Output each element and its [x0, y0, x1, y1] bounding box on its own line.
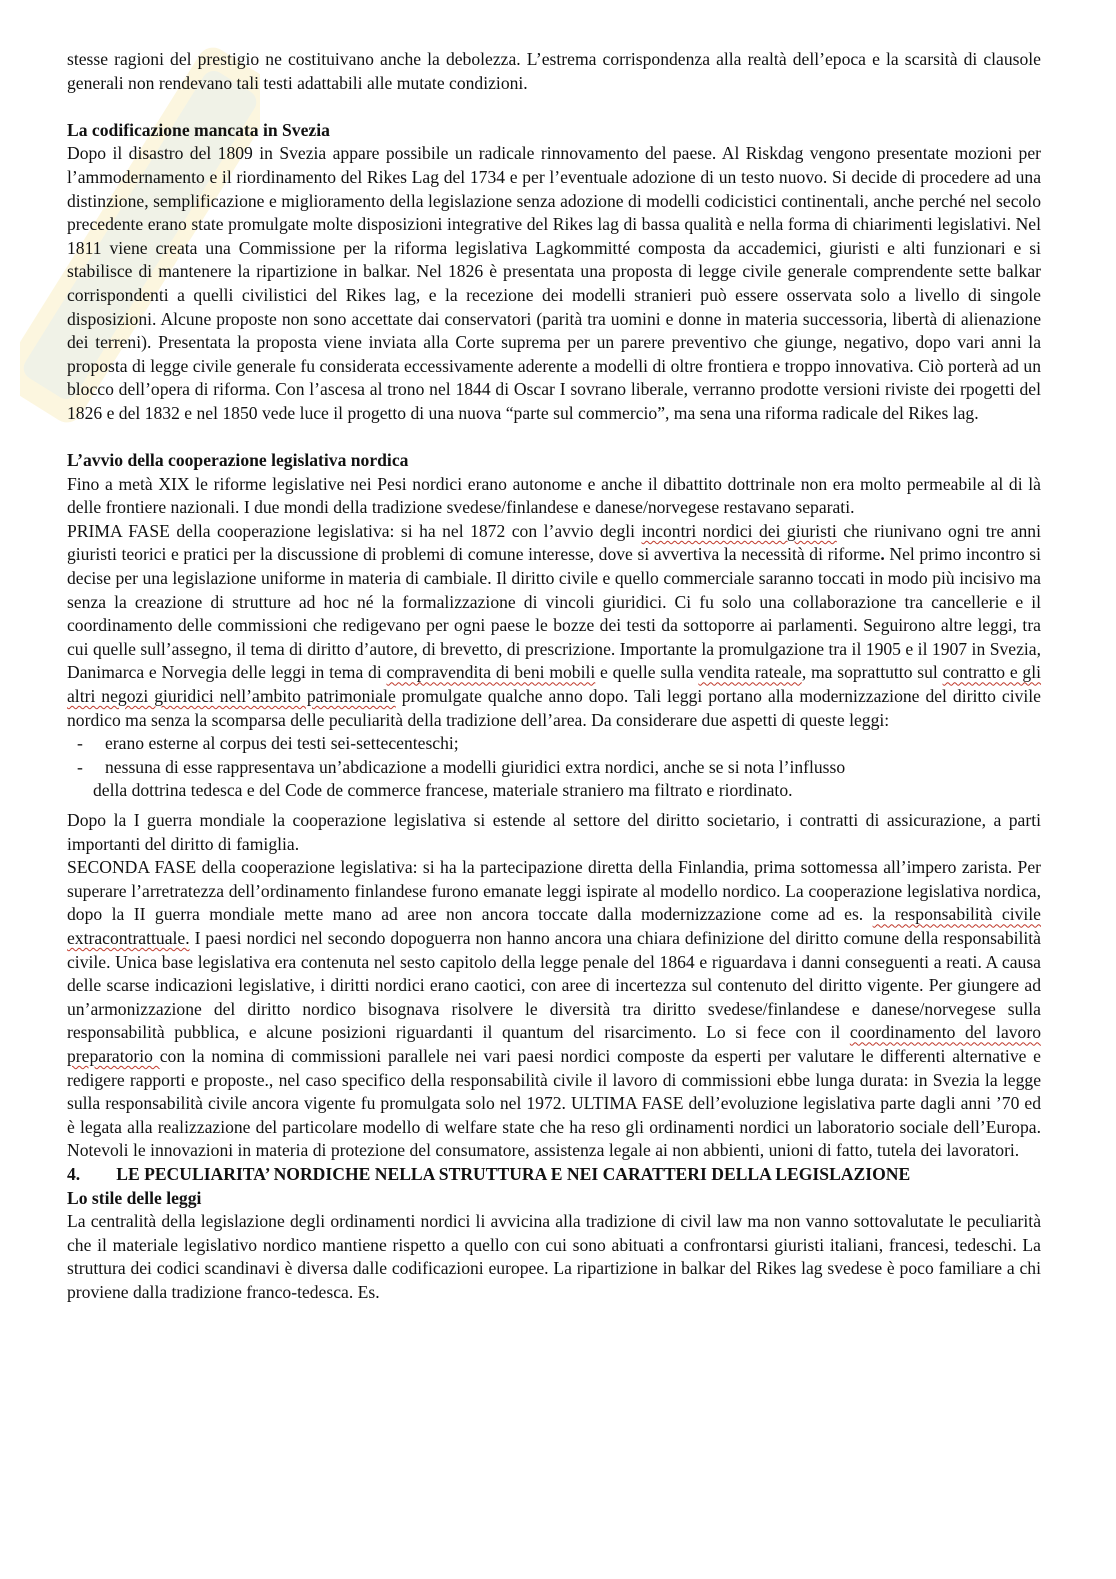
text-run: I paesi nordici nel secondo dopoguerra non hanno ancora una chiara definizione del diritto comune della responsabilità civile. Unica base legislativa era contenuta nel sesto capitolo della legge penale del 1864 e riguardava i danni conseguenti a reati. A causa delle scarse indicazioni legislative, i diritti nordici erano caotici, con aree di incertezza sul contenuto del diritto vigente. Per giungere ad un’armonizzazione del diritto nordico bisognava risolvere le diversità tra diritto svedese/finlandese e danese/norvegese sulla responsabilità pubblica, e alcune posizioni riguardanti il quantum del risarcimento. Lo si fece con il — [67, 927, 1041, 1043]
list-continuation: della dottrina tedesca e del Code de commerce francese, materiale straniero ma filtrato e riordinato. — [93, 780, 793, 801]
dash-marker: - — [77, 733, 83, 754]
dash-marker: - — [77, 756, 83, 777]
text-run: che riunivano ogni tre anni giuristi teorici e pratici per la discussione di problemi di comune interesse, dove si avvertiva la necessità di riforme — [67, 520, 1041, 565]
underlined-term: incontri nordici dei giuristi — [641, 520, 837, 541]
list-item-text: nessuna di esse rappresentava un’abdicazione a modelli giuridici extra nordici, anche se si nota l’influsso — [105, 756, 846, 777]
heading-stile: Lo stile delle leggi — [67, 1187, 202, 1208]
text-run: , ma soprattutto sul — [801, 662, 943, 683]
intro-paragraph: stesse ragioni del prestigio ne costituivano anche la debolezza. L’estrema corrispondenza alla realtà dell’epoca e la scarsità di clausole generali non rendevano tali testi adattabili alle mutate condizioni. — [67, 49, 1041, 93]
list-item — [67, 756, 1041, 780]
text-run: con la nomina di commissioni parallele nei vari paesi nordici composte da esperti per valutare le differenti alternative e redigere rapporti e proposte., nel caso specifico della responsabilità civile il lavoro di commissioni ebbe lunga durata: in Svezia la legge sulla responsabilità civile ancora vigente fu promulgata solo nel 1972. ULTIMA FASE dell’evoluzione legislativa parte dagli anni ’70 ed è legata alla realizzazione del particolare modello di welfare state che ha reso gli ordinamenti nordici un laboratorio sociale dell’Europa. Notevoli le innovazioni in materia di protezione del consumatore, assistenza legale ai non abbienti, unioni di fatto, tutela dei lavoratori. — [67, 1045, 1041, 1161]
cooperazione-paragraph-4 — [67, 856, 1041, 1163]
underlined-term: extracontrattuale. — [67, 927, 190, 948]
cooperazione-paragraph-3: Dopo la I guerra mondiale la cooperazione legislativa si estende al settore del diritto societario, i contratti di assicurazione, a parti importanti del diritto di famiglia. — [67, 810, 1041, 854]
list-item-text: erano esterne al corpus dei testi sei-settecenteschi; — [105, 733, 459, 754]
bold-period: . — [880, 544, 885, 565]
section-number: 4. — [67, 1163, 81, 1184]
stile-paragraph: La centralità della legislazione degli ordinamenti nordici li avvicina alla tradizione di civil law ma non vanno sottovalutate le peculiarità che il materiale legislativo nordico mantiene rispetto a quello con cui sono abituati a confrontarsi giuristi italiani, francesi, tedeschi. La struttura dei codici scandinavi è diversa dalle codificazioni europee. La ripartizione in balkar del Rikes lag svedese è poco familiare a chi proviene dalla tradizione franco-tedesca. Es. — [67, 1211, 1041, 1302]
heading-cooperazione: L’avvio della cooperazione legislativa nordica — [67, 450, 409, 471]
underlined-term: coordinamento del lavoro preparatorio — [67, 1022, 1042, 1066]
document-page — [67, 48, 1041, 1304]
cooperazione-paragraph-1: Fino a metà XIX le riforme legislative nei Pesi nordici erano autonome e anche il dibattito dottrinale non era molto permeabile al di là delle frontiere nazionali. I due mondi della tradizione svedese/finlandese e danese/norvegese restavano separati. — [67, 473, 1041, 518]
svezia-paragraph: Dopo il disastro del 1809 in Svezia appare possibile un radicale rinnovamento del paese. Al Riskdag vengono presentate mozioni per l’ammodernamento e il riordinamento del Rikes Lag del 1734 e per l’eventuale adozione di un testo nuovo. Si decide di procedere ad una distinzione, semplificazione e miglioramento della legislazione senza adozione di modelli codicistici continentali, anche perché nel secolo precedente erano state promulgate molte disposizioni integrative del Rikes lag di bassa qualità e nella forma di chiarimenti legislativi. Nel 1811 viene creata una Commissione per la riforma legislativa Lagkommitté composta da accademici, giuristi e alti funzionari e si stabilisce di mantenere la ripartizione in balkar. Nel 1826 è presentata una proposta di legge civile generale comprendente sette balkar corrispondenti a quelli civilistici del Rikes lag, e la recezione dei modelli stranieri può essere osservata solo a livello di singole disposizioni. Alcune proposte non sono accettate dai conservatori (parità tra uomini e donne in materia successoria, libertà di alienazione dei terreni). Presentata la proposta viene inviata alla Corte suprema per un parere preventivo che giunge, negativo, dopo vari anni la proposta di legge civile generale fu considerata eccessivamente aderente a modelli di oltre frontiera e troppo innovativa. Ciò porterà ad un blocco dell’opera di riforma. Con l’ascesa al trono nel 1844 di Oscar I sovrano liberale, verranno prodotte versioni riviste dei rpogetti del 1826 e del 1832 e nel 1850 vede luce il progetto di una nuova “parte sul commercio”, ma sena una riforma radicale del Rikes lag. — [67, 143, 1041, 423]
cooperazione-paragraph-2 — [67, 520, 1041, 732]
text-run: promulgate qualche anno dopo. Tali leggi portano alla modernizzazione del diritto civile nordico ma senza la scomparsa delle peculiarità della tradizione dell’area. Da considerare due aspetti di queste leggi: — [67, 686, 1041, 730]
underlined-term: vendita rateale — [698, 662, 802, 683]
aspects-list — [67, 732, 1041, 779]
text-run: e quelle sulla — [595, 662, 699, 683]
text-run: Nel primo incontro si decise per una legislazione uniforme in materia di cambiale. Il diritto civile e quello commerciale saranno toccati in modo più incisivo ma senza la creazione di strutture ad hoc né la formalizzazione di vincoli giuridici. Ci fu solo una collaborazione tra cancellerie e il coordinamento delle commissioni che redigevano per ogni paese le bozze dei testi da sottoporre ai parlamenti. Seguirono altre leggi, tra cui quelle sull’assegno, il tema di diritto d’autore, di brevetto, di prescrizione. Importante la promulgazione tra il 1905 e il 1907 in Svezia, Danimarca e Norvegia delle leggi in tema di — [67, 544, 1041, 683]
section-title: LE PECULIARITA’ NORDICHE NELLA STRUTTURA E NEI CARATTERI DELLA LEGISLAZIONE — [116, 1163, 911, 1184]
underlined-term: contratto e gli altri negozi giuridici nell’ambito patrimoniale — [67, 662, 1042, 707]
text-run: PRIMA FASE della cooperazione legislativa: si ha nel 1872 con l’avvio degli — [67, 520, 642, 541]
underlined-term: la responsabilità civile — [872, 904, 1041, 925]
text-run: SECONDA FASE della cooperazione legislativa: si ha la partecipazione diretta della Finlandia, prima sottomessa all’impero zarista. Per superare l’arretratezza dell’ordinamento finlandese furono emanate leggi ispirate al modello nordico. La cooperazione legislativa nordica, dopo la II guerra mondiale mette mano ad aree non ancora toccate dalla modernizzazione come ad es. — [67, 857, 1041, 925]
section-4-heading — [67, 1163, 1041, 1187]
underlined-term: compravendita di beni mobili — [386, 662, 596, 683]
list-item — [67, 732, 1041, 756]
heading-svezia: La codificazione mancata in Svezia — [67, 119, 330, 140]
